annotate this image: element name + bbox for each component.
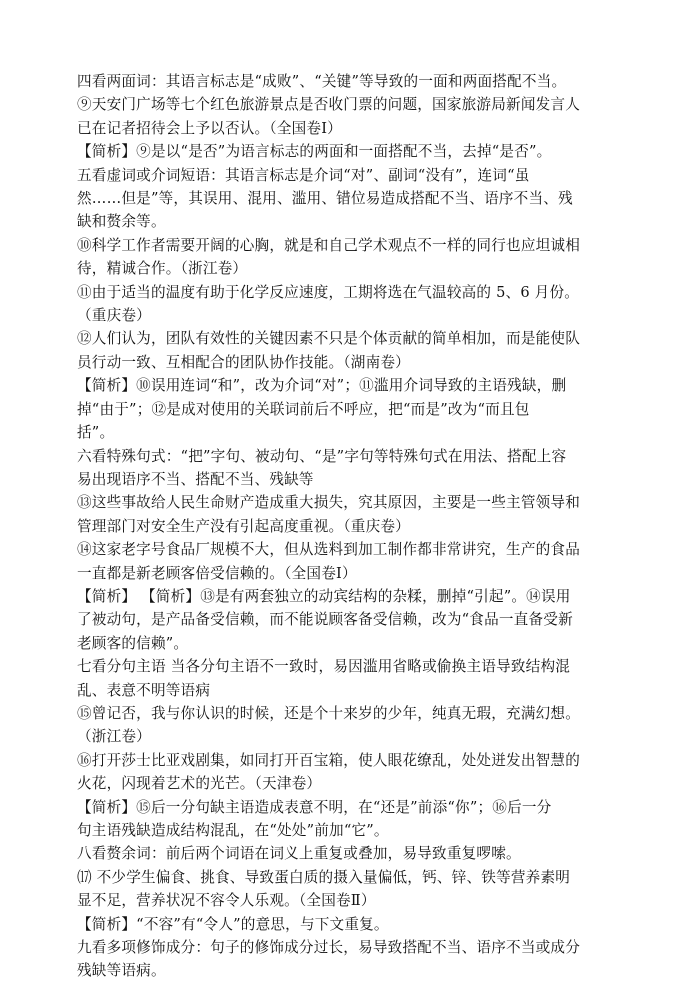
section-heading-four: 四看两面词：其语言标志是“成败”、“关键”等导致的一面和两面搭配不当。 — [77, 73, 567, 90]
example-sentence-11: ⑪由于适当的温度有助于化学反应速度，工期将选在气温较高的 5、6 月份。 — [77, 283, 580, 301]
analysis-13-14-cont: 了被动句，是产品备受信赖，而不能说顾客备受信赖，改为“食品一直备受新 — [77, 611, 573, 629]
example-sentence-10: ⑩科学工作者需要开阔的心胸，就是和自己学术观点不一样的同行也应坦诚相 — [77, 236, 580, 254]
example-sentence-15-cont: （浙江卷） — [77, 728, 151, 746]
example-sentence-17-cont: 显不足，营养状况不容令人乐观。（全国卷Ⅱ） — [77, 892, 376, 910]
document-body — [77, 70, 617, 983]
analysis-9: 【简析】⑨是以“是否”为语言标志的两面和一面搭配不当，去掉“是否”。 — [77, 143, 552, 161]
section-heading-five-cont: 然……但是”等，其误用、混用、滥用、错位易造成搭配不当、语序不当、残 — [77, 190, 573, 208]
section-heading-eight: 八看赘余词：前后两个词语在词义上重复或叠加，易导致重复啰嗦。 — [77, 845, 521, 863]
analysis-15-16: 【简析】⑮后一分句缺主语造成表意不明，在“还是”前添“你”；⑯后一分 — [77, 798, 552, 816]
analysis-10-12-cont: 掉“由于”；⑫是成对使用的关联词前后不呼应，把“而是”改为“而且包 — [77, 400, 530, 418]
example-sentence-10-cont: 待，精诚合作。（浙江卷） — [77, 260, 248, 278]
example-sentence-15: ⑮曾记否，我与你认识的时候，还是个十来岁的少年，纯真无瑕，充满幻想。 — [77, 704, 580, 722]
analysis-13-14-cont-2: 老顾客的信赖”。 — [77, 634, 189, 652]
section-heading-nine-cont: 残缺等语病。 — [77, 962, 166, 980]
section-heading-seven: 七看分句主语 当各分句主语不一致时，易因滥用省略或偷换主语导致结构混 — [77, 658, 571, 676]
example-sentence-9: ⑨天安门广场等七个红色旅游景点是否收门票的问题，国家旅游局新闻发言人 — [77, 96, 580, 114]
section-heading-nine: 九看多项修饰成分：句子的修饰成分过长，易导致搭配不当、语序不当或成分 — [77, 939, 580, 957]
example-sentence-16-cont: 火花，闪现着艺术的光芒。（天津卷） — [77, 775, 322, 793]
example-sentence-17: ⒄ 不少学生偏食、挑食、导致蛋白质的摄入量偏低，钙、锌、铁等营养素明 — [77, 868, 571, 886]
example-sentence-14: ⑭这家老字号食品厂规模不大，但从选料到加工制作都非常讲究，生产的食品 — [77, 541, 580, 559]
section-heading-five: 五看虚词或介词短语：其语言标志是介词“对”、副词“没有”，连词“虽 — [77, 166, 530, 184]
analysis-17: 【简析】“不容”有“令人”的意思，与下文重复。 — [77, 915, 389, 933]
section-heading-six-cont: 易出现语序不当、搭配不当、残缺等 — [77, 470, 314, 488]
analysis-13-14: 【简析】 【简析】⑬是有两套独立的动宾结构的杂糅，删掉“引起”。⑭误用 — [77, 587, 571, 605]
analysis-10-12: 【简析】⑩误用连词“和”，改为介词“对”；⑪滥用介词导致的主语残缺，删 — [77, 377, 567, 395]
analysis-15-16-cont: 句主语残缺造成结构混乱，在“处处”前加“它”。 — [77, 822, 389, 839]
example-sentence-12-cont: 员行动一致、互相配合的团队协作技能。（湖南卷） — [77, 353, 410, 371]
section-heading-five-cont-2: 缺和赘余等。 — [77, 213, 166, 231]
example-sentence-13: ⑬这些事故给人民生命财产造成重大损失，究其原因，主要是一些主管领导和 — [77, 494, 580, 512]
analysis-10-12-cont-2: 括”。 — [77, 424, 115, 442]
example-sentence-14-cont: 一直都是新老顾客倍受信赖的。（全国卷Ⅰ） — [77, 564, 357, 582]
example-sentence-9-cont: 已在记者招待会上予以否认。（全国卷Ⅰ） — [77, 119, 342, 137]
example-sentence-16: ⑯打开莎士比亚戏剧集，如同打开百宝箱，使人眼花缭乱，处处迸发出智慧的 — [77, 751, 580, 769]
example-sentence-13-cont: 管理部门对安全生产没有引起高度重视。（重庆卷） — [77, 517, 410, 535]
example-sentence-11-cont: （重庆卷） — [77, 307, 151, 325]
section-heading-six: 六看特殊句式：“把”字句、被动句、“是”字句等特殊句式在用法、搭配上容 — [77, 447, 567, 465]
section-heading-seven-cont: 乱、表意不明等语病 — [77, 681, 211, 699]
example-sentence-12: ⑫人们认为，团队有效性的关键因素不只是个体贡献的简单相加，而是能使队 — [77, 330, 580, 348]
